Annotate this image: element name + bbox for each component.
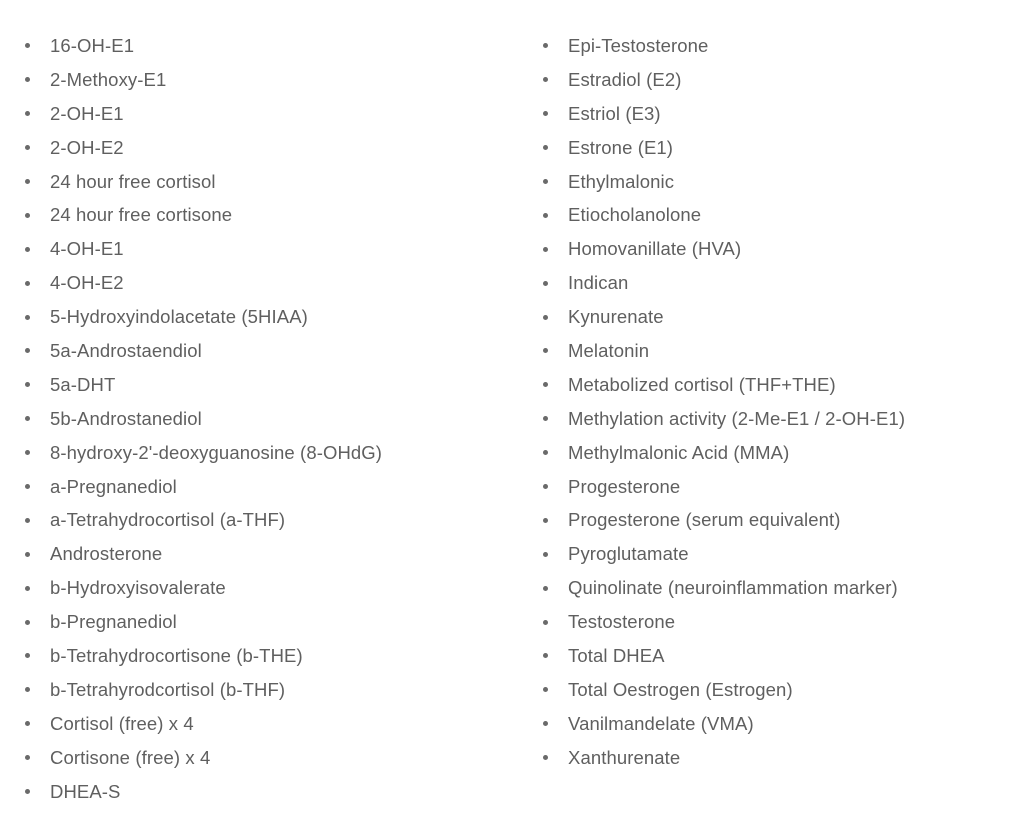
list-item [22, 232, 512, 266]
list-item-label: 4-OH-E2 [50, 272, 124, 294]
bullet-icon [25, 382, 30, 387]
list-item [540, 571, 1020, 605]
list-item [540, 368, 1020, 402]
list-item [22, 741, 512, 775]
list-item-label: Estrone (E1) [568, 136, 674, 158]
bullet-icon [543, 281, 548, 286]
list-item-label: 16-OH-E1 [50, 34, 135, 56]
list-item-label: Progesterone (serum equivalent) [568, 509, 841, 531]
list-item-label: 4-OH-E1 [50, 238, 124, 260]
bullet-icon [25, 315, 30, 320]
list-item [22, 300, 512, 334]
list-item [22, 571, 512, 605]
list-item [540, 232, 1020, 266]
bullet-icon [25, 755, 30, 760]
list-item [22, 198, 512, 232]
list-item-label: Xanthurenate [568, 746, 681, 768]
list-item-label: Progesterone [568, 475, 681, 497]
list-item [22, 165, 512, 199]
list-item [540, 165, 1020, 199]
list-item [540, 537, 1020, 571]
list-item [22, 368, 512, 402]
list-item-label: b-Tetrahyrodcortisol (b-THF) [50, 678, 286, 700]
bullet-icon [543, 382, 548, 387]
list-item-label: Melatonin [568, 339, 650, 361]
bullet-icon [25, 721, 30, 726]
bullet-icon [25, 687, 30, 692]
list-item-label: Quinolinate (neuroinflammation marker) [568, 577, 898, 599]
list-item-label: Total DHEA [568, 644, 665, 666]
bullet-icon [543, 348, 548, 353]
list-item-label: DHEA-S [50, 780, 121, 802]
list-item-label: Testosterone [568, 611, 676, 633]
list-item-label: Estriol (E3) [568, 102, 661, 124]
list-item-label: 2-OH-E1 [50, 102, 124, 124]
bullet-icon [25, 111, 30, 116]
list-item-label: 5a-Androstaendiol [50, 339, 202, 361]
list-item [22, 707, 512, 741]
list-item-label: 5a-DHT [50, 373, 116, 395]
test-markers-list [0, 29, 1024, 819]
list-item [22, 605, 512, 639]
right-column-list [540, 29, 1020, 775]
list-item-label: 8-hydroxy-2'-deoxyguanosine (8-OHdG) [50, 441, 383, 463]
list-item [540, 470, 1020, 504]
bullet-icon [25, 247, 30, 252]
list-item [540, 334, 1020, 368]
bullet-icon [25, 145, 30, 150]
list-item [540, 639, 1020, 673]
list-item-label: Pyroglutamate [568, 543, 689, 565]
bullet-icon [543, 213, 548, 218]
bullet-icon [543, 552, 548, 557]
list-item-label: Cortisone (free) x 4 [50, 746, 211, 768]
bullet-icon [25, 348, 30, 353]
list-item [22, 63, 512, 97]
list-item [22, 503, 512, 537]
list-item [540, 436, 1020, 470]
list-item [540, 503, 1020, 537]
list-item-label: Metabolized cortisol (THF+THE) [568, 373, 836, 395]
list-item-label: 5-Hydroxyindolacetate (5HIAA) [50, 306, 308, 328]
bullet-icon [25, 213, 30, 218]
list-item [540, 131, 1020, 165]
list-item [540, 29, 1020, 63]
bullet-icon [543, 450, 548, 455]
list-item-label: Estradiol (E2) [568, 68, 682, 90]
list-item-label: Total Oestrogen (Estrogen) [568, 678, 793, 700]
list-item-label: Methylation activity (2-Me-E1 / 2-OH-E1) [568, 407, 906, 429]
bullet-icon [25, 620, 30, 625]
bullet-icon [543, 586, 548, 591]
list-item-label: Etiocholanolone [568, 204, 702, 226]
list-item-label: Epi-Testosterone [568, 34, 709, 56]
bullet-icon [543, 77, 548, 82]
list-item [540, 300, 1020, 334]
list-item [22, 639, 512, 673]
bullet-icon [25, 518, 30, 523]
list-item [22, 402, 512, 436]
list-item-label: b-Hydroxyisovalerate [50, 577, 226, 599]
list-item [22, 470, 512, 504]
bullet-icon [543, 484, 548, 489]
list-item [22, 97, 512, 131]
bullet-icon [25, 450, 30, 455]
list-item-label: Vanilmandelate (VMA) [568, 712, 754, 734]
bullet-icon [543, 687, 548, 692]
list-item-label: a-Pregnanediol [50, 475, 177, 497]
bullet-icon [25, 484, 30, 489]
bullet-icon [25, 653, 30, 658]
bullet-icon [25, 179, 30, 184]
list-item-label: Kynurenate [568, 306, 664, 328]
list-item-label: Cortisol (free) x 4 [50, 712, 194, 734]
bullet-icon [25, 281, 30, 286]
bullet-icon [543, 620, 548, 625]
list-item [22, 131, 512, 165]
list-item [22, 775, 512, 809]
list-item [540, 605, 1020, 639]
left-column-list [22, 29, 512, 808]
list-item-label: 2-OH-E2 [50, 136, 124, 158]
list-item-label: a-Tetrahydrocortisol (a-THF) [50, 509, 286, 531]
bullet-icon [543, 247, 548, 252]
list-item-label: Ethylmalonic [568, 170, 675, 192]
list-item-label: b-Tetrahydrocortisone (b-THE) [50, 644, 303, 666]
bullet-icon [543, 755, 548, 760]
list-item-label: Androsterone [50, 543, 163, 565]
list-item-label: 24 hour free cortisone [50, 204, 233, 226]
list-item-label: Indican [568, 272, 629, 294]
list-item [540, 402, 1020, 436]
list-item [540, 707, 1020, 741]
list-item [540, 266, 1020, 300]
bullet-icon [543, 518, 548, 523]
list-item-label: b-Pregnanediol [50, 611, 177, 633]
bullet-icon [543, 653, 548, 658]
bullet-icon [25, 552, 30, 557]
list-item-label: 2-Methoxy-E1 [50, 68, 167, 90]
list-item-label: Homovanillate (HVA) [568, 238, 742, 260]
list-item [22, 266, 512, 300]
list-item [22, 537, 512, 571]
bullet-icon [543, 315, 548, 320]
bullet-icon [543, 111, 548, 116]
list-item [22, 29, 512, 63]
bullet-icon [25, 43, 30, 48]
bullet-icon [543, 416, 548, 421]
bullet-icon [543, 179, 548, 184]
bullet-icon [25, 416, 30, 421]
list-item [22, 673, 512, 707]
list-item-label: 5b-Androstanediol [50, 407, 202, 429]
list-item [540, 198, 1020, 232]
list-item [540, 63, 1020, 97]
list-item [540, 741, 1020, 775]
list-item-label: Methylmalonic Acid (MMA) [568, 441, 790, 463]
list-item-label: 24 hour free cortisol [50, 170, 216, 192]
bullet-icon [543, 721, 548, 726]
bullet-icon [543, 145, 548, 150]
list-item [22, 334, 512, 368]
list-item [22, 436, 512, 470]
list-item [540, 673, 1020, 707]
bullet-icon [25, 586, 30, 591]
bullet-icon [25, 789, 30, 794]
bullet-icon [543, 43, 548, 48]
bullet-icon [25, 77, 30, 82]
list-item [540, 97, 1020, 131]
